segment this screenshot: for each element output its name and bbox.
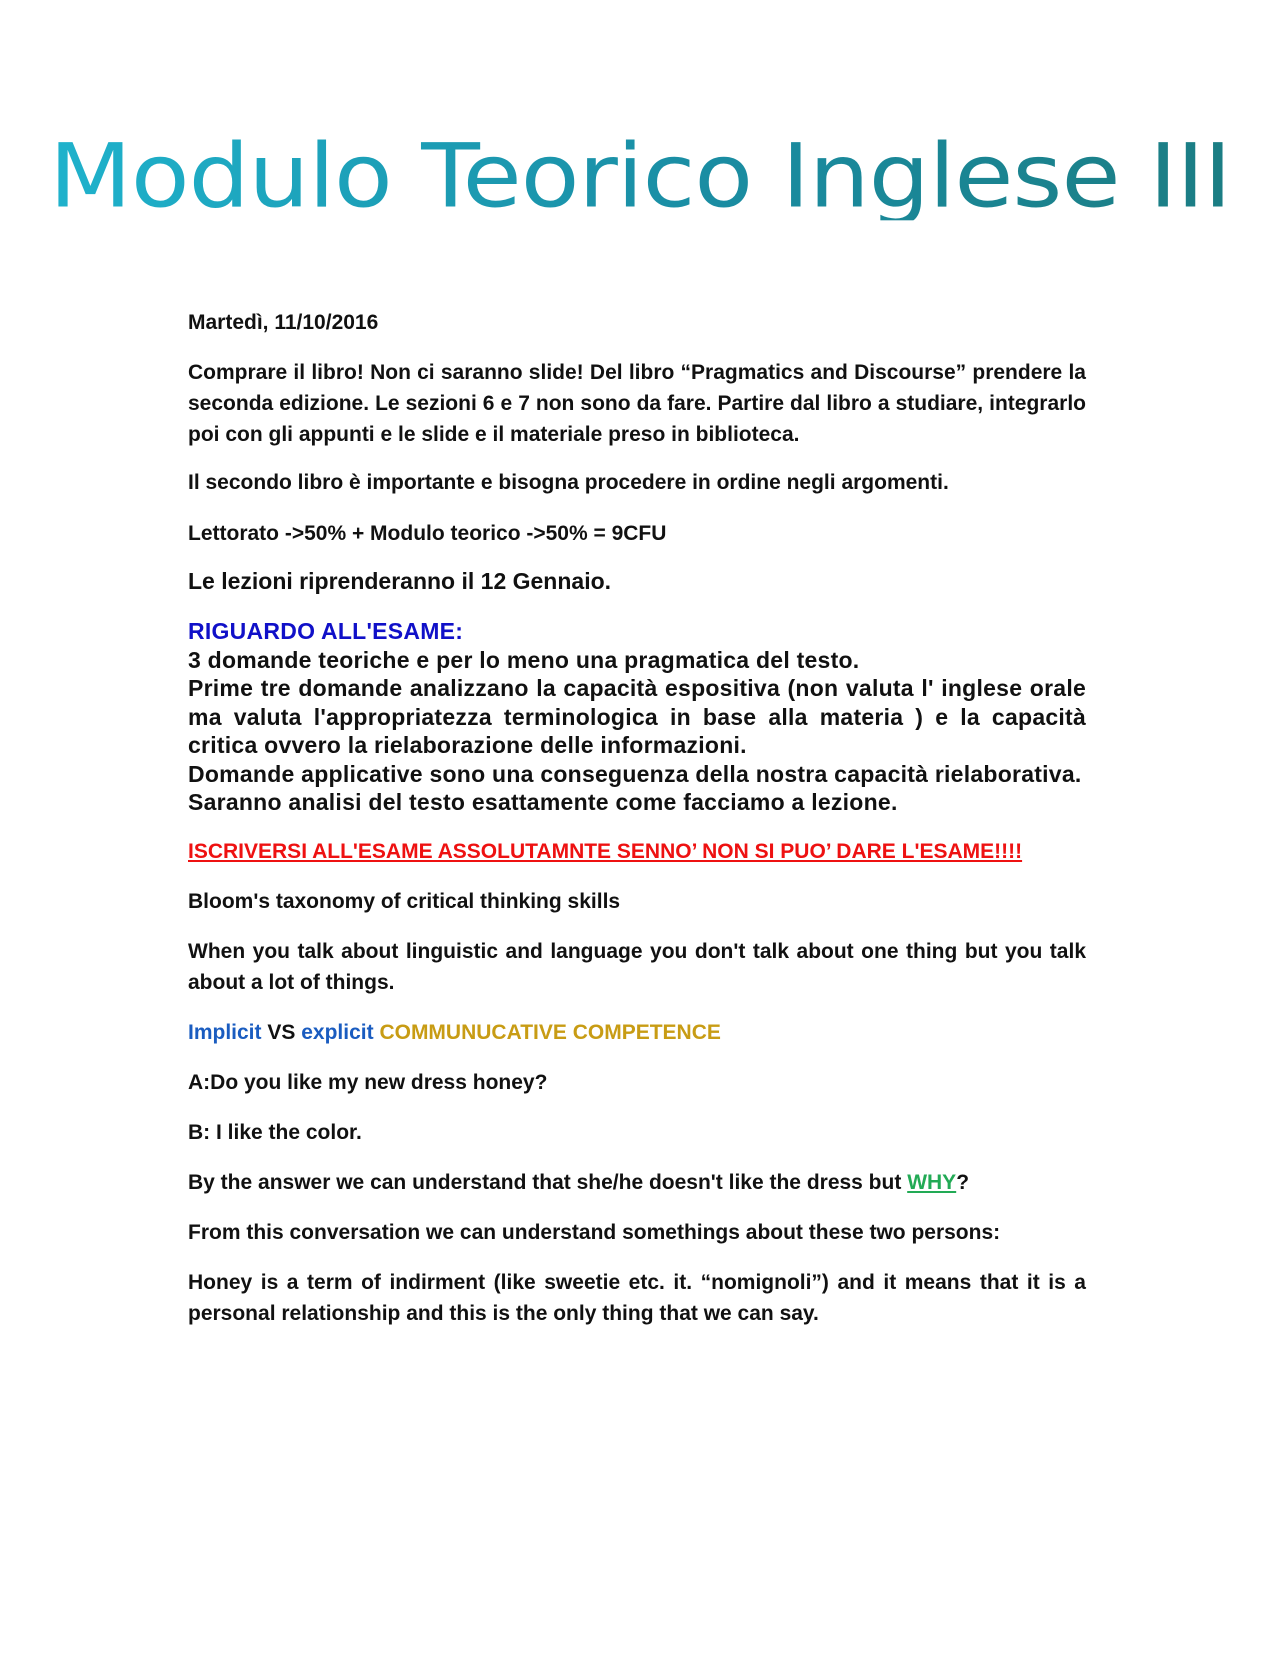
paragraph-conversation: From this conversation we can understand somethings about these two persons: bbox=[188, 1220, 1001, 1244]
paragraph-bloom: Bloom's taxonomy of critical thinking skills bbox=[188, 889, 621, 913]
dialogue-line-a: A:Do you like my new dress honey? bbox=[188, 1070, 548, 1094]
paragraph-linguistic: When you talk about linguistic and language you don't talk about one thing but you talk about a lot of things. bbox=[188, 939, 1086, 994]
paragraph-second-book: Il secondo libro è importante e bisogna procedere in ordine negli argomenti. bbox=[188, 471, 949, 494]
paragraph-answer bbox=[188, 1167, 1086, 1198]
vs-word: VS bbox=[267, 1020, 296, 1044]
question-mark: ? bbox=[956, 1170, 970, 1194]
paragraph-credits: Lettorato ->50% + Modulo teorico ->50% = 9CFU bbox=[188, 522, 667, 545]
why-word: WHY bbox=[907, 1170, 957, 1194]
exam-section bbox=[188, 617, 1086, 817]
exam-line: Saranno analisi del testo esattamente come facciamo a lezione. bbox=[188, 789, 898, 815]
document-title: Modulo Teorico Inglese III bbox=[49, 124, 1231, 228]
date-line: Martedì, 11/10/2016 bbox=[188, 311, 379, 334]
exam-registration-warning: ISCRIVERSI ALL'ESAME ASSOLUTAMNTE SENNO’ NON SI PUO’ DARE L'ESAME!!!! bbox=[188, 839, 1023, 863]
explicit-word: explicit bbox=[301, 1020, 374, 1044]
dialogue-line-b: B: I like the color. bbox=[188, 1120, 362, 1144]
answer-text: By the answer we can understand that she/he doesn't like the dress but bbox=[188, 1170, 902, 1194]
competence-label: COMMUNUCATIVE COMPETENCE bbox=[379, 1020, 721, 1044]
exam-line: Prime tre domande analizzano la capacità espositiva (non valuta l' inglese orale ma valuta l'appropriatezza terminologica in base alla materia ) e la capacità critica ovvero la rielaborazione delle informazioni. bbox=[188, 675, 1086, 758]
paragraph-buy-book: Comprare il libro! Non ci saranno slide! Del libro “Pragmatics and Discourse” prendere la seconda edizione. Le sezioni 6 e 7 non sono da fare. Partire dal libro a studiare, integrarlo poi con gli appunti e le slide e il materiale preso in biblioteca. bbox=[188, 361, 1086, 446]
exam-heading: RIGUARDO ALL'ESAME: bbox=[188, 618, 464, 644]
implicit-word: Implicit bbox=[188, 1020, 262, 1044]
document-body bbox=[188, 307, 1086, 1329]
paragraph-lessons: Le lezioni riprenderanno il 12 Gennaio. bbox=[188, 568, 612, 594]
exam-line: Domande applicative sono una conseguenza della nostra capacità rielaborativa. bbox=[188, 760, 1082, 787]
paragraph-honey: Honey is a term of indirment (like sweetie etc. it. “nomignoli”) and it means that it is a personal relationship and this is the only thing that we can say. bbox=[188, 1270, 1086, 1325]
competence-heading bbox=[188, 1017, 1086, 1048]
exam-line: 3 domande teoriche e per lo meno una pragmatica del testo. bbox=[188, 646, 860, 673]
title-container bbox=[0, 124, 1280, 228]
